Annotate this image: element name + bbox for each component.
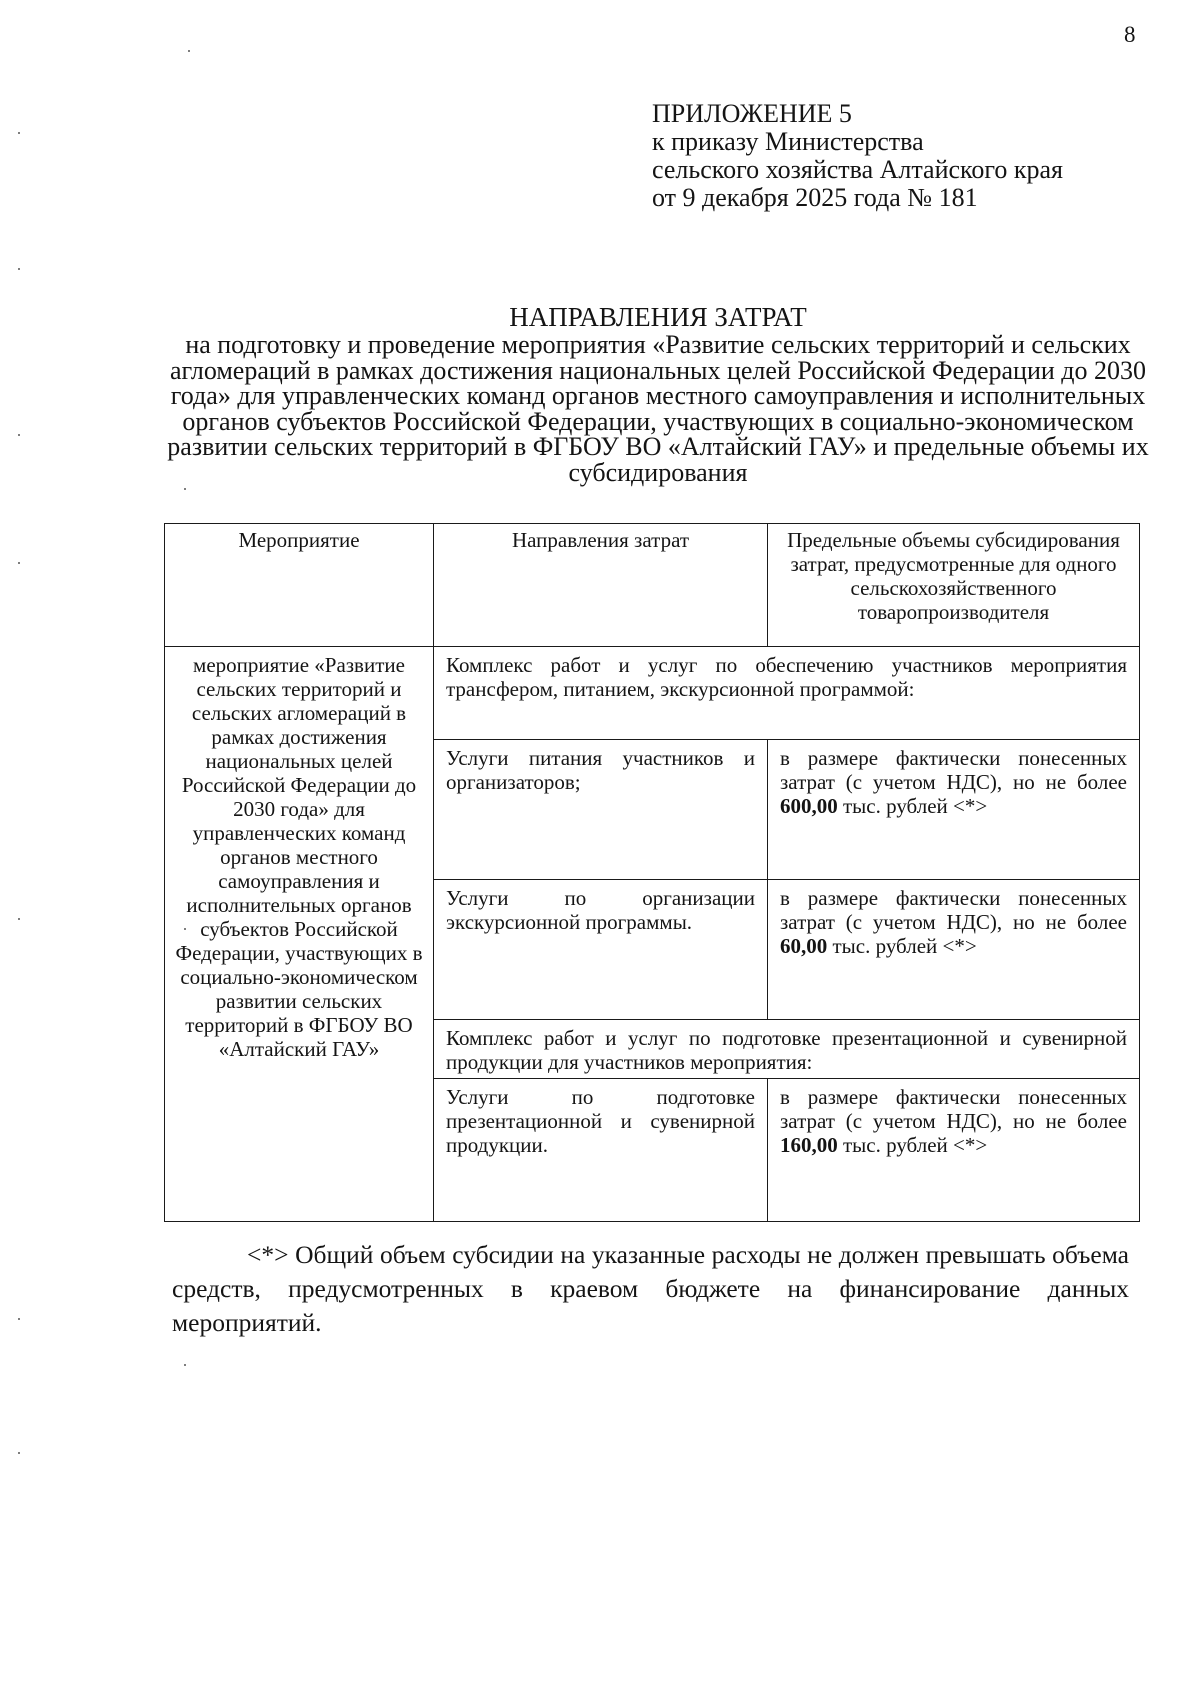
scan-speck xyxy=(18,1452,20,1454)
limit-text: в размере фактически понесенных затрат (с учетом НДС), но не более xyxy=(780,1085,1127,1133)
scan-speck xyxy=(18,1318,20,1320)
appendix-block xyxy=(652,100,1063,212)
scan-speck xyxy=(18,434,20,436)
footnote: <*> Общий объем субсидии на указанные расходы не должен превышать объема средств, предусмотренных в краевом бюджете на финансирование данных мероприятий. xyxy=(172,1240,1129,1337)
scan-speck xyxy=(188,50,190,52)
limit-unit: тыс. рублей <*> xyxy=(827,934,977,958)
document-title xyxy=(165,302,1151,485)
limit-text: в размере фактически понесенных затрат (с учетом НДС), но не более xyxy=(780,886,1127,934)
limit-amount: 60,00 xyxy=(780,934,828,958)
limit-unit: тыс. рублей <*> xyxy=(837,1133,988,1157)
scan-speck xyxy=(18,918,20,920)
cost-group-title: Комплекс работ и услуг по подготовке презентационной и сувенирной продукции для участников мероприятия: xyxy=(434,1020,1140,1079)
scan-speck xyxy=(18,562,20,564)
table-row xyxy=(165,647,1140,740)
scan-speck xyxy=(184,1364,186,1366)
limit-text: в размере фактически понесенных затрат (с учетом НДС), но не более xyxy=(780,746,1127,794)
page-number: 8 xyxy=(1124,22,1136,47)
table-header-row xyxy=(165,524,1140,647)
appendix-order-ref: к приказу Министерства xyxy=(652,127,924,156)
spending-table xyxy=(164,523,1140,1222)
limit-amount: 160,00 xyxy=(780,1133,838,1157)
header-limits: Предельные объемы субсидирования затрат, предусмотренные для одного сельскохозяйственного товаропроизводителя xyxy=(768,524,1140,647)
scan-speck xyxy=(18,132,20,134)
header-event: Мероприятие xyxy=(165,524,434,647)
appendix-order-date: от 9 декабря 2025 года № 181 xyxy=(652,183,978,212)
header-directions: Направления затрат xyxy=(434,524,768,647)
limit-unit: тыс. рублей <*> xyxy=(837,794,988,818)
limit-amount: 600,00 xyxy=(780,794,838,818)
subsidy-limit-cell xyxy=(768,1079,1140,1222)
scan-speck xyxy=(184,488,186,490)
scan-speck xyxy=(18,268,20,270)
appendix-ministry: сельского хозяйства Алтайского края xyxy=(652,155,1064,184)
cost-direction-cell: Услуги по подготовке презентационной и сувенирной продукции. xyxy=(434,1079,768,1222)
appendix-number: ПРИЛОЖЕНИЕ 5 xyxy=(652,99,852,128)
cost-direction-cell: Услуги по организации экскурсионной программы. xyxy=(434,880,768,1020)
subsidy-limit-cell xyxy=(768,880,1140,1020)
scan-speck xyxy=(184,928,186,930)
document-heading: НАПРАВЛЕНИЯ ЗАТРАТ xyxy=(509,302,807,332)
subsidy-limit-cell xyxy=(768,740,1140,880)
event-name-cell: мероприятие «Развитие сельских территорий и сельских агломераций в рамках достижения национальных целей Российской Федерации до 2030 года» для управленческих команд органов местного самоуправления и исполнительных органов субъектов Российской Федерации, участвующих в социально-экономическом развитии сельских территорий в ФГБОУ ВО «Алтайский ГАУ» xyxy=(165,647,434,1222)
cost-group-title: Комплекс работ и услуг по обеспечению участников мероприятия трансфером, питанием, экскурсионной программой: xyxy=(434,647,1140,740)
document-subtitle: на подготовку и проведение мероприятия «Развитие сельских территорий и сельских агломераций в рамках достижения национальных целей Российской Федерации до 2030 года» для управленческих команд органов местного самоуправления и исполнительных органов субъектов Российской Федерации, участвующих в социально-экономическом развитии сельских территорий в ФГБОУ ВО «Алтайский ГАУ» и предельные объемы их субсидирования xyxy=(167,330,1149,487)
cost-direction-cell: Услуги питания участников и организаторов; xyxy=(434,740,768,880)
